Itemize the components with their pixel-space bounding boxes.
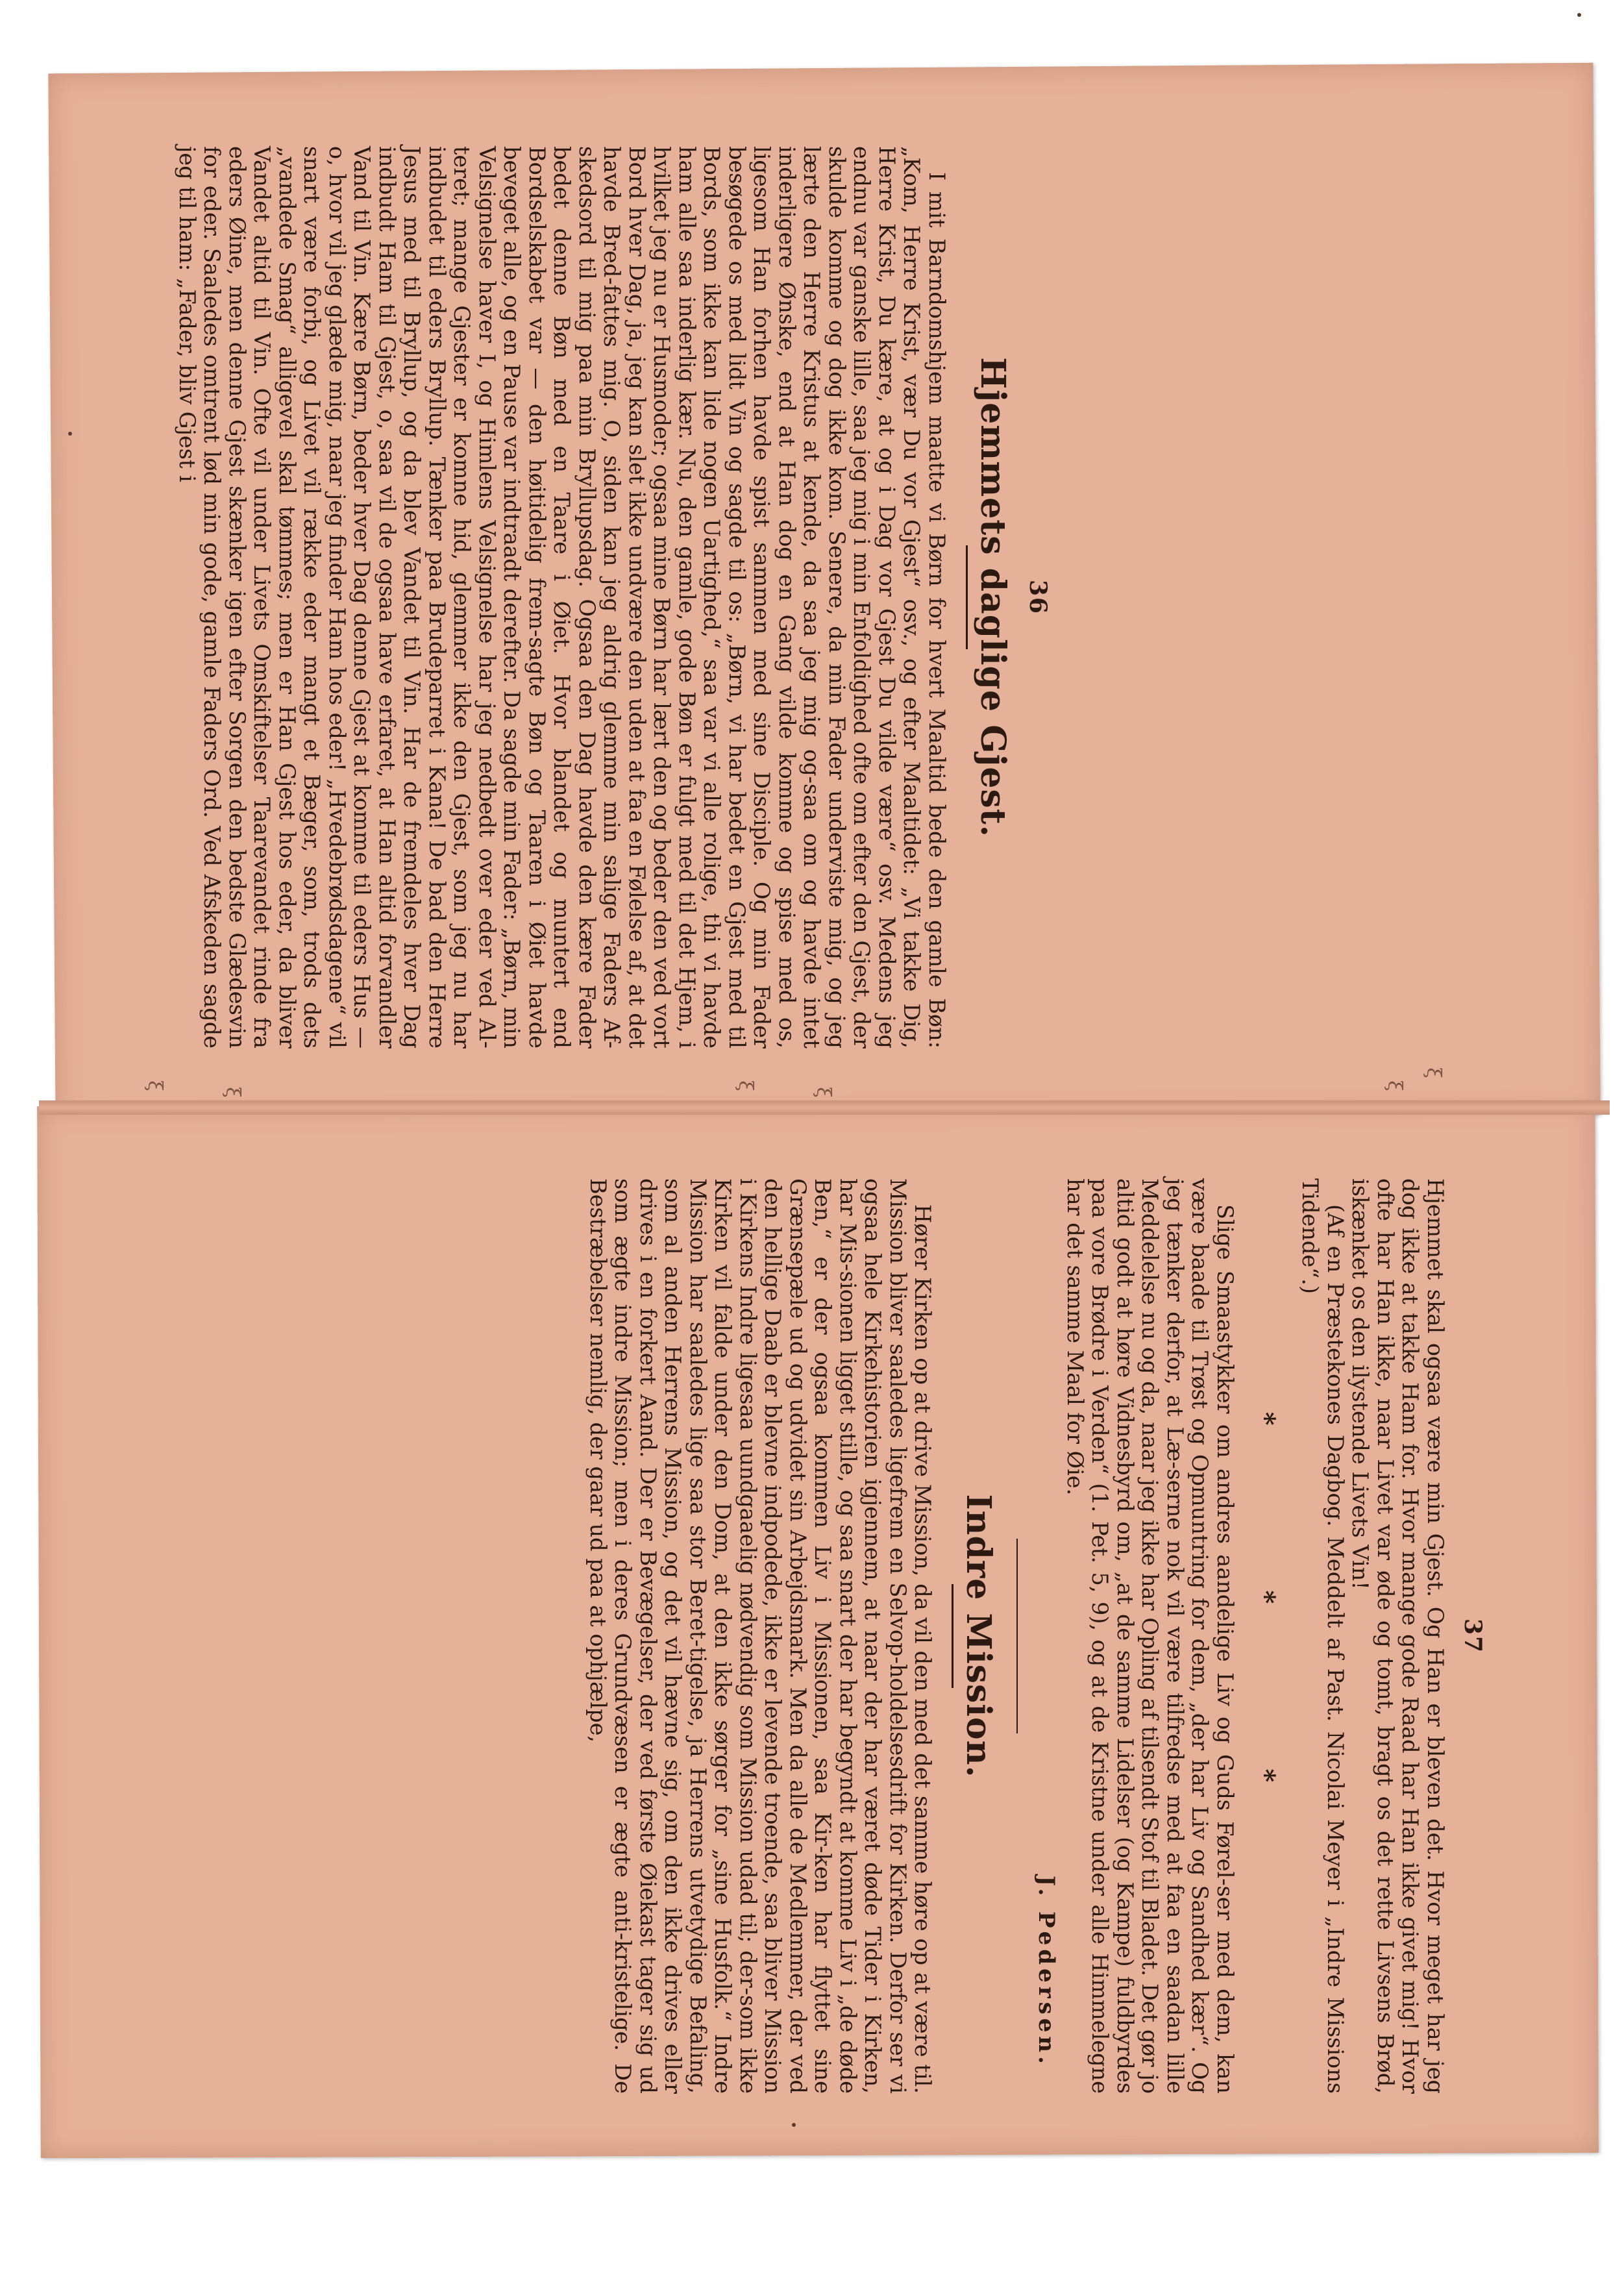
staple-mark: ξ <box>143 1080 166 1091</box>
title-underline <box>966 545 968 649</box>
paper-speck <box>792 2123 796 2127</box>
section-stars: * * * <box>1250 1411 1281 1861</box>
body-paragraph: Slige Smaastykker om andres aandelige Liv og Guds Førel-ser med dem, kan være baade til Trøst og Opmuntring for dem, „der har Liv og Sandhed kær“. Og jeg tænker derfor, at Læ-serne nok vil være tilfredse med at faa en saadan lille Meddelelse nu og da, naar jeg ikke har Opling af tilsendt Stof til Bladet. Det gør jo altid godt at høre Vidnesbyrd om, „at de samme Lidelser (og Kampe) fuldbyrdes paa vore Brødre i Verden“ (1. Pet. 5, 9), og at de Kristne under alle Himmelegne har det samme Maal for Øie. <box>1063 1178 1238 2094</box>
article-title: Hjemmets daglige Gjest. <box>973 357 1013 837</box>
staple-mark: ξ <box>1421 1067 1445 1078</box>
article-title: Indre Mission. <box>959 1494 999 1778</box>
page-36-text <box>136 146 1052 1048</box>
source-note: (Af en Præstekones Dagbog. Meddelt af Past. Nicolai Meyer i „Indre Missions Tidende“.) <box>1298 1178 1348 2094</box>
page-number: 37 <box>1459 1618 1486 1654</box>
title-underline <box>952 1584 954 1688</box>
body-paragraph: Hører Kirken op at drive Mission, da vil den med det samme høre op at være til. Mission bliver saaledes ligefrem en Selvop-holdelsesdrift for Kirken. Derfor ser vi ogsaa hele Kirkehistorien igjennem, at naar der har været døde Tider i Kirken, har Mis-sionen ligget stille, og saa snart der har begyndt at komme Liv i „de døde Ben,“ er der ogsaa kommen Liv i Missionen, saa Kir-ken har flyttet sine Grænsepæle ud og udvidet sin Arbejdsmark. Men da alle de Medlemmer, der ved den hellige Daab er blevne indpodede, ikke er levende troende, saa bliver Mission i Kirkens Indre ligesaa uundgaaelig nødvendig som Mission udad til; der-som ikke Kirken vil falde under den Dom, at den ikke sørger for „sine Husfolk.“ Indre Mission har saaledes lige saa stor Beret-tigelse, ja Herrens utvetydige Befaling, som al anden Herrens Mission, og det vil hævne sig, om den ikke drives eller drives i en forkert Aand. Der er Bevægelser, der ved første Øiekast tager sig ud som ægte indre Mission; men i deres Grundvæsen er ægte anti-kristelige. De Bestræbelser nemlig, der gaar ud paa at ophjælpe, <box>585 1178 936 2094</box>
page-number: 36 <box>1024 579 1052 615</box>
continuation-paragraph: Hjemmet skal ogsaa være min Gjest. Og Han er bleven det. Hvor meget har jeg dog ikke at takke Ham for. Hvor mange gode Raad har Han ikke givet mig! Hvor ofte har Han ikke, naar Livet var øde og tomt, bragt os det rette Livsens Brød, iskænket os den ilystende Livets Vin! <box>1347 1178 1448 2094</box>
page-37-text <box>130 1178 1486 2094</box>
body-paragraph: I mit Barndomshjem maatte vi Børn for hvert Maaltid bede den gamle Bøn: „Kom, Herre Krist, vær Du vor Gjest“ osv., og efter Maaltidet: „Vi takke Dig, Herre Krist, Du kære, at og i Dag vor Gjest Du vilde være“ osv. Medens jeg endnu var ganske lille, saa jeg mig i min Enfoldighed ofte om efter den Gjest, der skulde komme og dog ikke kom. Senere, da min Fader underviste mig, og jeg lærte den Herre Kristus at kende, da saa jeg mig og-saa om og havde intet inderligere Ønske, end at Han dog en Gang vilde komme og spise med os, ligesom Han forhen havde spist sammen med sine Disciple. Og min Fader besøgede os med lidt Vin og sagde til os: „Børn, vi har bedet en Gjest med til Bords, som ikke kan lide nogen Uartighed,“ saa var vi alle rolige, thi vi havde ham alle saa inderlig kær. Nu, den gamle, gode Bøn er fulgt med til det Hjem, i hvilket jeg nu er Husmoder; ogsaa mine Børn har lært den og beder den ved vort Bord hver Dag, ja, jeg kan slet ikke undvære den uden at faa en Følelse af, at det havde Bred-fattes mig. O, siden kan jeg aldrig glemme min salige Faders Af-skedsord til mig paa min Bryllupsdag. Ogsaa den Dag havde den kære Fader bedet denne Bøn med en Taare i Øiet. Hvor blandet og muntert end Bordselskabet var — den høitidelig frem-sagte Bøn og Taaren i Øiet havde beveget alle, og en Pause var indtraadt derefter. Da sagde min Fader: „Børn, min Velsignelse haver I, og Himlens Velsignelse har jeg nedbedt over eder ved Al-teret; mange Gjester er komne hid, glemmer ikke den Gjest, som jeg nu har indbudet til eders Bryllup. Tænker paa Brudeparret i Kana! De bad den Herre Jesus med til Bryllup, og da blev Vandet til Vin. Har de fremdeles hver Dag indbudt Ham til Gjest, o, saa vil de ogsaa have erfaret, at Han altid forvandler Vand til Vin. Kære Børn, beder hver Dag denne Gjest at komme til eders Hus — o, hvor vil jeg glæde mig, naar jeg finder Ham hos eder! „Hvedebrødsdagene“ vil snart være forbi, og Livet vil række eder mangt et Bæger, som, trods dets „vandede Smag“ alligevel skal tømmes; men er Han Gjest hos eder, da bliver Vandet altid til Vin. Ofte vil under Livets Omskiftelser Taarevandet rinde fra eders Øine, men denne Gjest skænker igen efter Sorgen den bedste Glædesvin for eder. Saaledes omtrent lød min gode, gamle Faders Ord. Ved Afskeden sagde jeg til ham: „Fader, bliv Gjest i <box>175 146 950 1048</box>
staple-mark: ξ <box>1383 1080 1406 1091</box>
staple-mark: ξ <box>733 1080 757 1091</box>
section-divider <box>1017 1539 1018 1733</box>
staple-mark: ξ <box>221 1087 244 1098</box>
book-spread <box>39 62 1610 2155</box>
paper-speck <box>68 432 72 436</box>
author-signature: J. Pedersen. <box>1033 1875 1060 2068</box>
staple-mark: ξ <box>811 1087 835 1098</box>
book-spine-fold <box>39 1100 1610 1115</box>
paper-speck <box>1577 13 1581 17</box>
